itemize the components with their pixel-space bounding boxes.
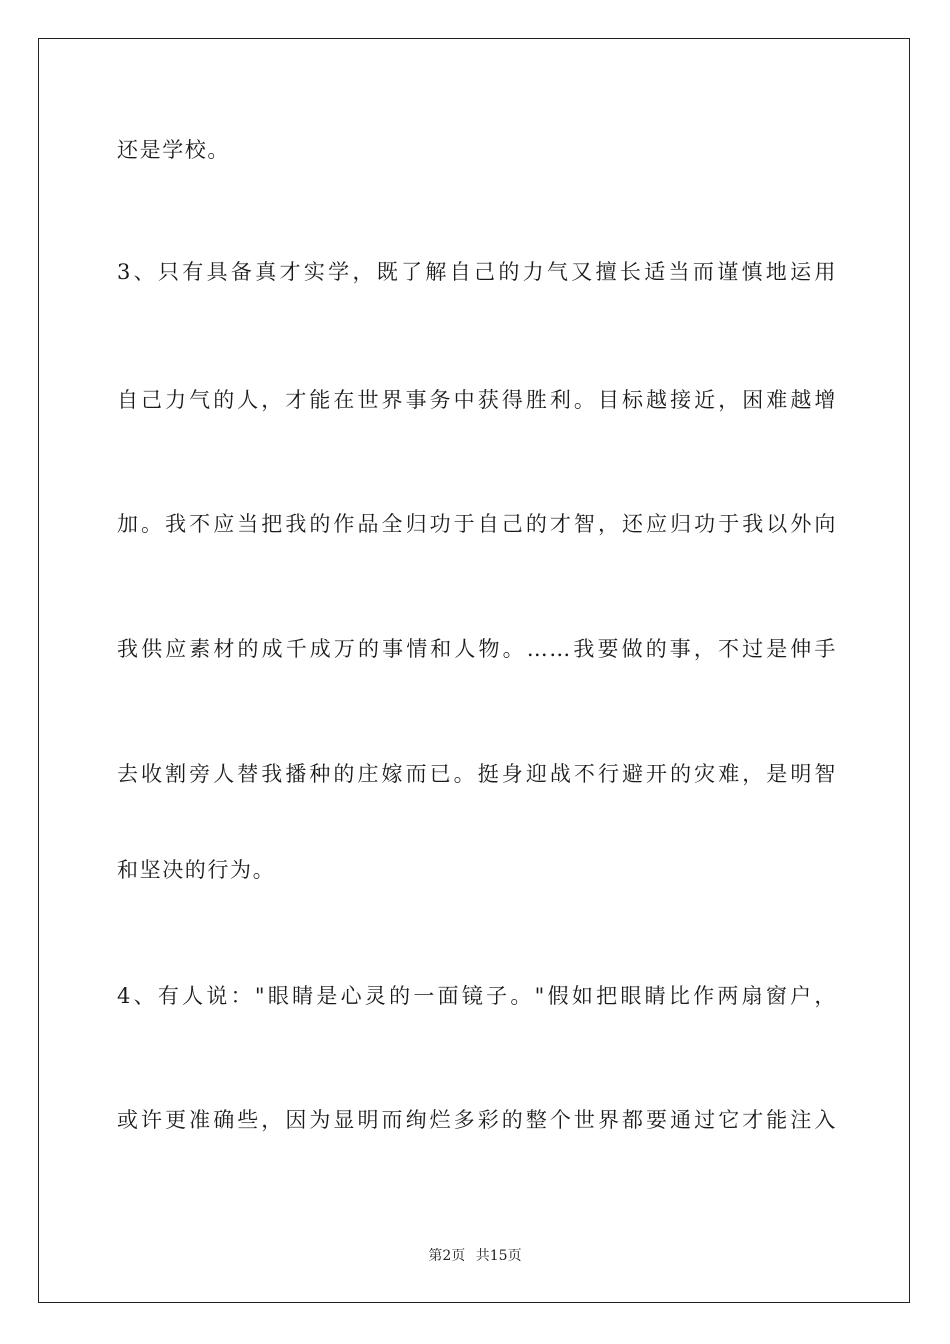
page-number: 第2页 [428,1248,466,1264]
body-text-line: 我供应素材的成千成万的事情和人物。……我要做的事，不过是伸手 [117,637,837,661]
body-text-line: 加。我不应当把我的作品全归功于自己的才智，还应归功于我以外向 [117,512,837,536]
body-text-line: 还是学校。 [117,138,230,162]
body-text-line: 自己力气的人，才能在世界事务中获得胜利。目标越接近，困难越增 [117,388,837,412]
body-text-line: 3、只有具备真才实学，既了解自己的力气又擅长适当而谨慎地运用 [117,260,837,284]
body-text-line: 和坚决的行为。 [117,858,276,882]
page-total: 共15页 [475,1248,522,1264]
body-text-line: 或许更准确些，因为显明而绚烂多彩的整个世界都要通过它才能注入 [117,1108,837,1132]
body-text-line: 4、有人说："眼睛是心灵的一面镜子。"假如把眼睛比作两扇窗户， [117,984,837,1008]
body-text-line: 去收割旁人替我播种的庄嫁而已。挺身迎战不行避开的灾难，是明智 [117,762,837,786]
page-footer [0,1245,950,1265]
